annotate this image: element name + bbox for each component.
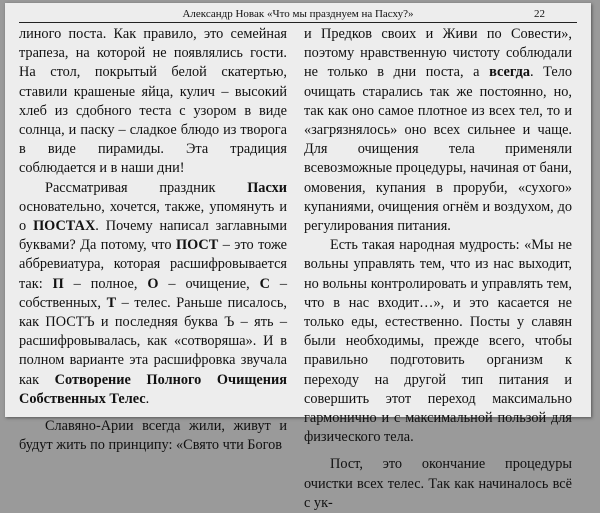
page-number: 22	[534, 8, 545, 20]
left-paragraph-3: Славяно-Арии всегда жили, живут и будут жить по принципу: «Свято чти Богов	[19, 418, 287, 454]
book-page	[5, 3, 591, 511]
right-paragraph-3: Пост, это окончание процедуры очистки всех телес. Так как начиналось всё с ук-	[304, 456, 572, 511]
right-paragraph-1: и Предков своих и Живи по Совести», поэтому нравственную чистоту соблюдали не только в дни поста, а всегда. Тело очищать старались так же постоянно, но, так как оно самое плотное из всех тел, то и «загрязнялось» оно всех сильнее и чаще. Для очищения тела применяли всевозможные процедуры, начиная от бани, омовения, купания в проруби, «сухого» купаниями, очищения огнём и воздухом, до регулирования питания.	[304, 26, 572, 235]
left-paragraph-2: Рассматривая праздник Пасхи основательно, хочется, также, упомянуть и о ПОСТАХ. Почему написал заглавными буквами? Да потому, что ПОСТ – это тоже аббревиатура, которая расшифровывается так: П – полное, О – очищение, С – собственных, Т – телес. Раньше писалось, как ПОСТЪ и последняя буква Ъ – ять – расшифровывалась, как «сотворяша». И в полном варианте эта расшифровка звучала как Сотворение Полного Очищения Собственных Телес.	[19, 179, 287, 407]
header-title: Александр Новак «Что мы празднуем на Пасху?»	[182, 8, 414, 20]
running-header	[19, 5, 577, 23]
right-column	[304, 25, 572, 513]
left-column	[19, 25, 287, 455]
right-paragraph-2: Есть такая народная мудрость: «Мы не вольны управлять тем, что из нас выходит, но вольны контролировать и управлять тем, что в нас входит…», и это касается не только еды, естественно. Посты у славян были необходимы, прежде всего, чтобы правильно подготовить организм к переходу на другой тип питания и совершить этот переход максимально гармонично и с максимальной пользой для физического тела.	[304, 237, 572, 446]
left-paragraph-1: линого поста. Как правило, это семейная трапеза, на которой не появлялись гости. На стол, покрытый белой скатертью, ставили крашеные яйца, кулич – высокий хлеб из сдобного теста с узором в виде солнца, и паску – сладкое блюдо из творога в виде пирамиды. Эта традиция соблюдается и в наши дни!	[19, 26, 287, 177]
